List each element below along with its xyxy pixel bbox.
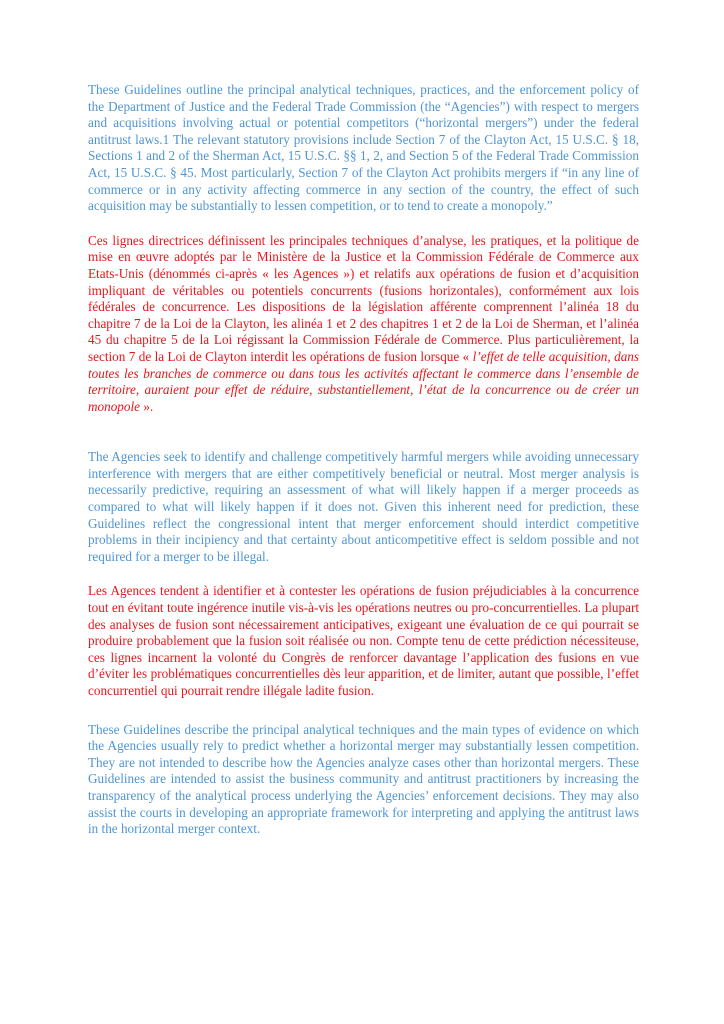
paragraph-2-english: The Agencies seek to identify and challenge competitively harmful mergers while avoiding unnecessary interference with mergers that are either competitively beneficial or neutral. Most merger analysis is necessarily predictive, requiring an assessment of what will likely happen if a merger proceeds as compared to what will likely happen if it does not. Given this inherent need for prediction, these Guidelines reflect the congressional intent that merger enforcement should interdict competitive problems in their incipiency and that certainty about anticompetitive effect is seldom possible and not required for a merger to be illegal. <box>88 449 639 564</box>
paragraph-spacer <box>88 215 639 233</box>
paragraph-1-french <box>88 233 639 416</box>
paragraph-spacer <box>88 700 639 722</box>
paragraph-1-english: These Guidelines outline the principal analytical techniques, practices, and the enforcement policy of the Department of Justice and the Federal Trade Commission (the “Agencies”) with respect to mergers and acquisitions involving actual or potential competitors (“horizontal mergers”) under the federal antitrust laws.1 The relevant statutory provisions include Section 7 of the Clayton Act, 15 U.S.C. § 18, Sections 1 and 2 of the Sherman Act, 15 U.S.C. §§ 1, 2, and Section 5 of the Federal Trade Commission Act, 15 U.S.C. § 45. Most particularly, Section 7 of the Clayton Act prohibits mergers if “in any line of commerce or in any activity affecting commerce in any section of the country, the effect of such acquisition may be substantially to lessen competition, or to tend to create a monopoly.” <box>88 82 639 214</box>
paragraph-1-french-end: ». <box>140 398 154 414</box>
paragraph-1-french-text: Ces lignes directrices définissent les principales techniques d’analyse, les pratiques, et la politique de mise en œuvre adoptés par le Ministère de la Justice et la Commission Fédérale de Commerce aux Etats-Unis (dénommés ci-après « les Agences ») et relatifs aux opérations de fusion et d’acquisition impliquant de véritables ou potentiels concurrents (fusions horizontales), conformément aux lois fédérales de concurrence. Les dispositions de la législation afférente comprennent l’alinéa 18 du chapitre 7 de la Loi de la Clayton, les alinéa 1 et 2 des chapitres 1 et 2 de la Loi de Sherman, et l’alinéa 45 du chapitre 5 de la Loi régissant la Commission Fédérale de Commerce. Plus particulièrement, la section 7 de la Loi de Clayton interdit les opérations de fusion lorsque « <box>88 232 639 364</box>
document-page <box>88 82 639 838</box>
paragraph-1-french-quote: l’effet de telle acquisition, dans toutes les branches de commerce ou dans tous les activités affectant le commerce dans l’ensemble de territoire, auraient pour effet de réduire, substantiellement, l’état de la concurrence ou de créer un monopole <box>88 348 640 414</box>
paragraph-spacer <box>88 415 639 449</box>
paragraph-3-english: These Guidelines describe the principal analytical techniques and the main types of evidence on which the Agencies usually rely to predict whether a horizontal merger may substantially lessen competition. They are not intended to describe how the Agencies analyze cases other than horizontal mergers. These Guidelines are intended to assist the business community and antitrust practitioners by increasing the transparency of the analytical process underlying the Agencies’ enforcement decisions. They may also assist the courts in developing an appropriate framework for interpreting and applying the antitrust laws in the horizontal merger context. <box>88 721 639 837</box>
paragraph-spacer <box>88 565 639 583</box>
paragraph-2-french: Les Agences tendent à identifier et à contester les opérations de fusion préjudiciables à la concurrence tout en évitant toute ingérence inutile vis-à-vis les opérations neutres ou pro-concurrentielles. La plupart des analyses de fusion sont nécessairement anticipatives, exigeant une évaluation de ce qui pourrait se produire probablement que la fusion soit réalisée ou non. Compte tenu de cette prédiction nécessiteuse, ces lignes incarnent la volonté du Congrès de renforcer davantage l’application des fusions en vue d’éviter les problématiques concurrentielles dès leur apparition, et de limiter, autant que possible, l’effet concurrentiel qui pourrait rendre illégale ladite fusion. <box>88 583 639 698</box>
